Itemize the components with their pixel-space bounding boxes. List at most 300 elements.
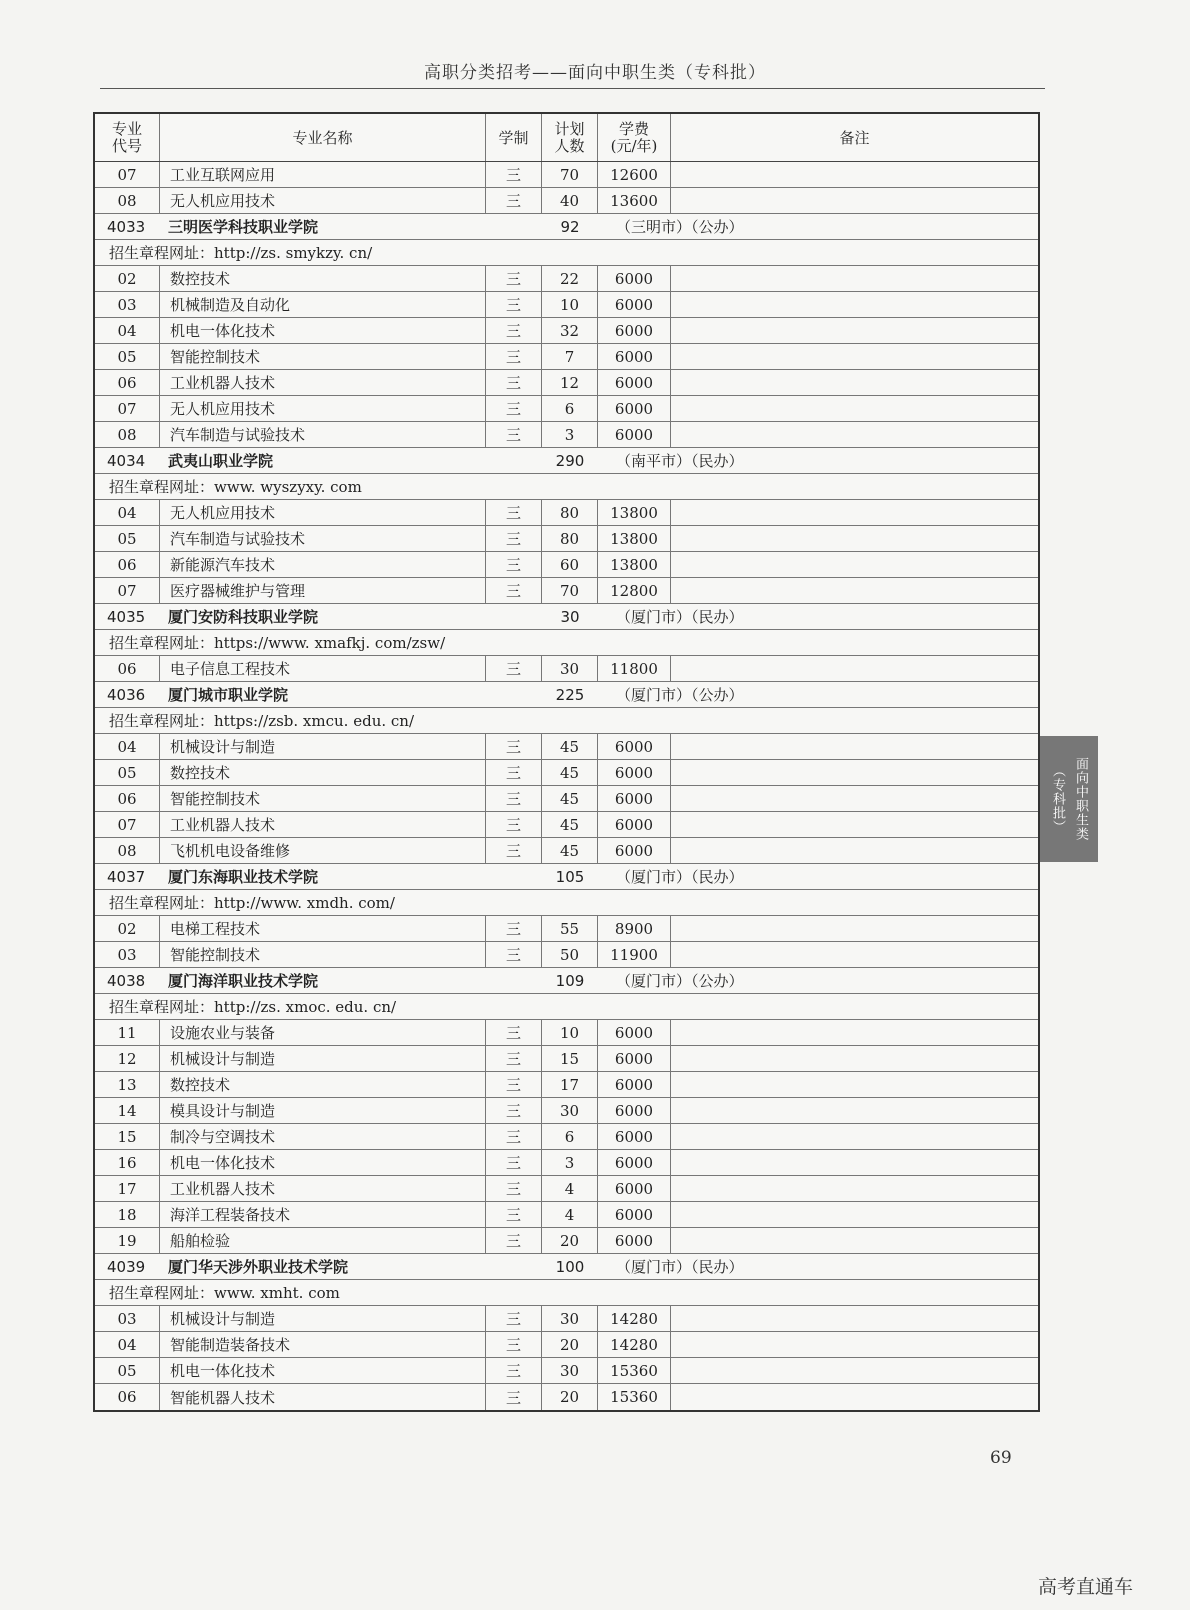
major-name: 工业机器人技术 — [160, 1176, 486, 1201]
table-row — [95, 1150, 1038, 1176]
school-row — [95, 682, 1038, 708]
major-fee: 13800 — [598, 500, 671, 525]
major-plan: 30 — [542, 1098, 598, 1123]
school-website: https://www. xmafkj. com/zsw/ — [214, 633, 446, 652]
school-name: 厦门城市职业学院 — [168, 686, 289, 704]
school-website-row — [95, 708, 1038, 734]
major-code: 18 — [95, 1202, 160, 1227]
major-name: 制冷与空调技术 — [160, 1124, 486, 1149]
school-website-row — [95, 630, 1038, 656]
major-fee: 6000 — [598, 1098, 671, 1123]
website-prefix: 招生章程网址： — [109, 712, 215, 730]
major-name: 机电一体化技术 — [160, 1150, 486, 1175]
major-years: 三 — [486, 526, 542, 551]
side-tab-line2: （专科批） — [1050, 764, 1065, 834]
major-plan: 6 — [542, 1124, 598, 1149]
major-years: 三 — [486, 578, 542, 603]
major-note — [671, 942, 1038, 967]
school-location: （厦门市）（公办） — [616, 972, 744, 990]
major-name: 机电一体化技术 — [160, 318, 486, 343]
major-name: 智能控制技术 — [160, 786, 486, 811]
table-row — [95, 1098, 1038, 1124]
major-years: 三 — [486, 760, 542, 785]
major-note — [671, 1202, 1038, 1227]
header-years: 学制 — [486, 114, 542, 161]
school-total: 290 — [555, 451, 585, 470]
major-code: 07 — [95, 162, 160, 187]
major-code: 13 — [95, 1072, 160, 1097]
website-prefix: 招生章程网址： — [109, 998, 215, 1016]
major-years: 三 — [486, 1150, 542, 1175]
major-code: 11 — [95, 1020, 160, 1045]
major-name: 机电一体化技术 — [160, 1358, 486, 1383]
table-row — [95, 942, 1038, 968]
major-code: 06 — [95, 552, 160, 577]
major-years: 三 — [486, 188, 542, 213]
table-body — [95, 162, 1038, 1410]
major-note — [671, 526, 1038, 551]
major-years: 三 — [486, 1384, 542, 1410]
school-website-row — [95, 994, 1038, 1020]
major-plan: 20 — [542, 1228, 598, 1253]
major-code: 05 — [95, 526, 160, 551]
table-row — [95, 734, 1038, 760]
major-note — [671, 916, 1038, 941]
major-fee: 6000 — [598, 1176, 671, 1201]
school-total: 105 — [555, 867, 585, 886]
major-years: 三 — [486, 396, 542, 421]
major-note — [671, 1098, 1038, 1123]
table-row — [95, 1046, 1038, 1072]
side-tab-line1: 面向中职生类 — [1073, 757, 1088, 841]
school-website: www. wyszyxy. com — [214, 477, 362, 496]
header-name: 专业名称 — [160, 114, 486, 161]
school-website-row — [95, 474, 1038, 500]
major-code: 04 — [95, 318, 160, 343]
major-years: 三 — [486, 1332, 542, 1357]
major-fee: 13600 — [598, 188, 671, 213]
major-code: 06 — [95, 786, 160, 811]
page-number: 69 — [990, 1448, 1012, 1468]
table-row — [95, 1124, 1038, 1150]
major-name: 数控技术 — [160, 760, 486, 785]
major-code: 17 — [95, 1176, 160, 1201]
major-note — [671, 578, 1038, 603]
major-fee: 6000 — [598, 396, 671, 421]
major-years: 三 — [486, 916, 542, 941]
major-code: 04 — [95, 734, 160, 759]
major-note — [671, 422, 1038, 447]
major-plan: 10 — [542, 292, 598, 317]
school-row — [95, 448, 1038, 474]
major-code: 15 — [95, 1124, 160, 1149]
table-row — [95, 552, 1038, 578]
major-plan: 6 — [542, 396, 598, 421]
major-code: 08 — [95, 422, 160, 447]
major-code: 07 — [95, 396, 160, 421]
school-location: （厦门市）（公办） — [616, 686, 744, 704]
header-code — [95, 114, 160, 161]
major-name: 电梯工程技术 — [160, 916, 486, 941]
major-fee: 6000 — [598, 318, 671, 343]
major-fee: 12600 — [598, 162, 671, 187]
major-name: 工业机器人技术 — [160, 370, 486, 395]
major-name: 数控技术 — [160, 1072, 486, 1097]
table-row — [95, 500, 1038, 526]
major-plan: 17 — [542, 1072, 598, 1097]
major-name: 飞机机电设备维修 — [160, 838, 486, 863]
major-fee: 6000 — [598, 1072, 671, 1097]
major-note — [671, 370, 1038, 395]
major-name: 新能源汽车技术 — [160, 552, 486, 577]
major-code: 03 — [95, 942, 160, 967]
school-total: 100 — [555, 1257, 585, 1276]
major-years: 三 — [486, 838, 542, 863]
major-years: 三 — [486, 1124, 542, 1149]
major-note — [671, 1124, 1038, 1149]
major-note — [671, 1176, 1038, 1201]
table-row — [95, 162, 1038, 188]
major-fee: 14280 — [598, 1306, 671, 1331]
major-plan: 45 — [542, 786, 598, 811]
table-row — [95, 578, 1038, 604]
table-row — [95, 266, 1038, 292]
major-note — [671, 396, 1038, 421]
major-note — [671, 656, 1038, 681]
major-fee: 6000 — [598, 760, 671, 785]
major-years: 三 — [486, 1306, 542, 1331]
major-fee: 6000 — [598, 786, 671, 811]
major-name: 机械制造及自动化 — [160, 292, 486, 317]
major-fee: 15360 — [598, 1384, 671, 1410]
major-name: 汽车制造与试验技术 — [160, 422, 486, 447]
major-years: 三 — [486, 812, 542, 837]
major-note — [671, 1020, 1038, 1045]
major-plan: 45 — [542, 838, 598, 863]
major-plan: 30 — [542, 1358, 598, 1383]
table-row — [95, 1228, 1038, 1254]
major-plan: 55 — [542, 916, 598, 941]
major-plan: 32 — [542, 318, 598, 343]
major-note — [671, 1358, 1038, 1383]
table-row — [95, 188, 1038, 214]
major-note — [671, 786, 1038, 811]
header-code-line2: 代号 — [111, 136, 142, 155]
major-name: 模具设计与制造 — [160, 1098, 486, 1123]
major-plan: 70 — [542, 162, 598, 187]
major-code: 07 — [95, 812, 160, 837]
major-note — [671, 760, 1038, 785]
major-years: 三 — [486, 552, 542, 577]
school-name: 厦门华天涉外职业技术学院 — [168, 1258, 349, 1276]
major-years: 三 — [486, 656, 542, 681]
header-plan-line1: 计划 — [554, 119, 585, 138]
major-fee: 11900 — [598, 942, 671, 967]
major-name: 设施农业与装备 — [160, 1020, 486, 1045]
major-plan: 40 — [542, 188, 598, 213]
school-name: 厦门东海职业技术学院 — [168, 868, 319, 886]
school-row — [95, 864, 1038, 890]
school-location: （厦门市）（民办） — [616, 868, 744, 886]
major-fee: 11800 — [598, 656, 671, 681]
major-fee: 6000 — [598, 266, 671, 291]
table-row — [95, 916, 1038, 942]
major-code: 06 — [95, 370, 160, 395]
major-note — [671, 188, 1038, 213]
major-code: 05 — [95, 1358, 160, 1383]
major-fee: 6000 — [598, 344, 671, 369]
major-name: 智能控制技术 — [160, 344, 486, 369]
school-website: www. xmht. com — [214, 1283, 340, 1302]
table-row — [95, 1020, 1038, 1046]
school-row — [95, 214, 1038, 240]
school-name: 武夷山职业学院 — [168, 452, 274, 470]
major-note — [671, 1228, 1038, 1253]
major-plan: 45 — [542, 812, 598, 837]
major-years: 三 — [486, 734, 542, 759]
header-fee-line1: 学费 — [618, 119, 649, 138]
major-code: 08 — [95, 188, 160, 213]
major-fee: 14280 — [598, 1332, 671, 1357]
school-location: （厦门市）（民办） — [616, 1258, 744, 1276]
major-fee: 6000 — [598, 1150, 671, 1175]
table-row — [95, 1202, 1038, 1228]
major-note — [671, 734, 1038, 759]
header-rule — [100, 88, 1045, 89]
major-note — [671, 318, 1038, 343]
table-row — [95, 422, 1038, 448]
major-code: 07 — [95, 578, 160, 603]
school-code: 4039 — [107, 1257, 146, 1276]
table-header-row — [95, 114, 1038, 162]
website-prefix: 招生章程网址： — [109, 894, 215, 912]
major-name: 无人机应用技术 — [160, 188, 486, 213]
major-name: 无人机应用技术 — [160, 500, 486, 525]
header-note: 备注 — [839, 129, 870, 147]
website-prefix: 招生章程网址： — [109, 634, 215, 652]
school-row — [95, 604, 1038, 630]
school-code: 4035 — [107, 607, 146, 626]
table-row — [95, 1384, 1038, 1410]
table-row — [95, 760, 1038, 786]
major-name: 汽车制造与试验技术 — [160, 526, 486, 551]
major-years: 三 — [486, 1072, 542, 1097]
major-fee: 6000 — [598, 292, 671, 317]
major-name: 医疗器械维护与管理 — [160, 578, 486, 603]
major-name: 海洋工程装备技术 — [160, 1202, 486, 1227]
school-code: 4036 — [107, 685, 146, 704]
school-name: 厦门安防科技职业学院 — [168, 608, 319, 626]
header-fee — [598, 114, 671, 161]
school-name: 厦门海洋职业技术学院 — [168, 972, 319, 990]
major-fee: 6000 — [598, 812, 671, 837]
major-note — [671, 812, 1038, 837]
major-plan: 3 — [542, 422, 598, 447]
school-location: （厦门市）（民办） — [616, 608, 744, 626]
table-row — [95, 370, 1038, 396]
major-fee: 13800 — [598, 552, 671, 577]
header-fee-line2: (元/年) — [610, 136, 658, 155]
table-row — [95, 292, 1038, 318]
school-code: 4038 — [107, 971, 146, 990]
table-row — [95, 838, 1038, 864]
major-note — [671, 1384, 1038, 1410]
school-name: 三明医学科技职业学院 — [168, 218, 319, 236]
major-plan: 30 — [542, 656, 598, 681]
school-website: http://www. xmdh. com/ — [214, 893, 395, 912]
table-row — [95, 1072, 1038, 1098]
major-note — [671, 344, 1038, 369]
major-plan: 10 — [542, 1020, 598, 1045]
major-code: 02 — [95, 266, 160, 291]
major-plan: 7 — [542, 344, 598, 369]
school-row — [95, 968, 1038, 994]
side-tab — [1040, 736, 1098, 862]
table-row — [95, 344, 1038, 370]
school-total: 30 — [560, 607, 580, 626]
major-plan: 80 — [542, 526, 598, 551]
major-fee: 6000 — [598, 734, 671, 759]
major-years: 三 — [486, 344, 542, 369]
website-prefix: 招生章程网址： — [109, 478, 215, 496]
major-name: 智能机器人技术 — [160, 1384, 486, 1410]
page-header-title: 高职分类招考——面向中职生类（专科批） — [424, 63, 766, 83]
major-plan: 4 — [542, 1202, 598, 1227]
major-note — [671, 1046, 1038, 1071]
website-prefix: 招生章程网址： — [109, 244, 215, 262]
table-row — [95, 812, 1038, 838]
major-years: 三 — [486, 266, 542, 291]
major-fee: 6000 — [598, 370, 671, 395]
school-website: http://zs. xmoc. edu. cn/ — [214, 997, 397, 1016]
table-row — [95, 396, 1038, 422]
major-name: 工业互联网应用 — [160, 162, 486, 187]
major-fee: 8900 — [598, 916, 671, 941]
school-website-row — [95, 890, 1038, 916]
school-website-row — [95, 240, 1038, 266]
major-plan: 12 — [542, 370, 598, 395]
table-row — [95, 1306, 1038, 1332]
major-note — [671, 500, 1038, 525]
major-years: 三 — [486, 1202, 542, 1227]
school-row — [95, 1254, 1038, 1280]
major-code: 04 — [95, 1332, 160, 1357]
major-fee: 6000 — [598, 1046, 671, 1071]
watermark: 高考直通车 — [1038, 1576, 1134, 1598]
major-note — [671, 292, 1038, 317]
major-note — [671, 1306, 1038, 1331]
major-note — [671, 266, 1038, 291]
major-plan: 45 — [542, 760, 598, 785]
major-name: 机械设计与制造 — [160, 734, 486, 759]
major-note — [671, 1072, 1038, 1097]
major-plan: 50 — [542, 942, 598, 967]
major-name: 工业机器人技术 — [160, 812, 486, 837]
major-years: 三 — [486, 1358, 542, 1383]
major-fee: 15360 — [598, 1358, 671, 1383]
school-code: 4037 — [107, 867, 146, 886]
school-location: （南平市）（民办） — [616, 452, 744, 470]
major-code: 06 — [95, 1384, 160, 1410]
major-fee: 12800 — [598, 578, 671, 603]
header-plan — [542, 114, 598, 161]
major-years: 三 — [486, 1098, 542, 1123]
major-name: 智能制造装备技术 — [160, 1332, 486, 1357]
major-code: 12 — [95, 1046, 160, 1071]
school-location: （三明市）（公办） — [616, 218, 744, 236]
major-plan: 20 — [542, 1384, 598, 1410]
major-years: 三 — [486, 292, 542, 317]
major-plan: 30 — [542, 1306, 598, 1331]
table-row — [95, 1332, 1038, 1358]
major-plan: 80 — [542, 500, 598, 525]
major-plan: 22 — [542, 266, 598, 291]
major-years: 三 — [486, 500, 542, 525]
table-row — [95, 1358, 1038, 1384]
table-row — [95, 1176, 1038, 1202]
major-code: 05 — [95, 344, 160, 369]
major-code: 08 — [95, 838, 160, 863]
major-years: 三 — [486, 1176, 542, 1201]
major-note — [671, 1150, 1038, 1175]
major-plan: 45 — [542, 734, 598, 759]
enrollment-table — [93, 112, 1040, 1412]
major-years: 三 — [486, 318, 542, 343]
major-fee: 6000 — [598, 1020, 671, 1045]
table-row — [95, 786, 1038, 812]
major-plan: 60 — [542, 552, 598, 577]
major-note — [671, 162, 1038, 187]
major-code: 05 — [95, 760, 160, 785]
major-fee: 6000 — [598, 1124, 671, 1149]
major-years: 三 — [486, 1046, 542, 1071]
major-note — [671, 838, 1038, 863]
school-website: http://zs. smykzy. cn/ — [214, 243, 373, 262]
table-row — [95, 318, 1038, 344]
major-fee: 6000 — [598, 422, 671, 447]
major-code: 02 — [95, 916, 160, 941]
major-name: 数控技术 — [160, 266, 486, 291]
table-row — [95, 526, 1038, 552]
major-years: 三 — [486, 942, 542, 967]
major-code: 03 — [95, 1306, 160, 1331]
major-name: 电子信息工程技术 — [160, 656, 486, 681]
major-years: 三 — [486, 786, 542, 811]
major-code: 14 — [95, 1098, 160, 1123]
major-name: 机械设计与制造 — [160, 1306, 486, 1331]
major-fee: 6000 — [598, 1228, 671, 1253]
header-plan-line2: 人数 — [554, 136, 585, 155]
major-plan: 4 — [542, 1176, 598, 1201]
school-total: 92 — [560, 217, 580, 236]
school-website-row — [95, 1280, 1038, 1306]
major-plan: 20 — [542, 1332, 598, 1357]
school-total: 109 — [555, 971, 585, 990]
major-code: 19 — [95, 1228, 160, 1253]
table-row — [95, 656, 1038, 682]
major-name: 无人机应用技术 — [160, 396, 486, 421]
major-fee: 6000 — [598, 1202, 671, 1227]
major-code: 04 — [95, 500, 160, 525]
major-note — [671, 1332, 1038, 1357]
major-code: 16 — [95, 1150, 160, 1175]
major-name: 智能控制技术 — [160, 942, 486, 967]
school-website: https://zsb. xmcu. edu. cn/ — [214, 711, 415, 730]
major-code: 06 — [95, 656, 160, 681]
major-years: 三 — [486, 1228, 542, 1253]
major-years: 三 — [486, 1020, 542, 1045]
major-fee: 6000 — [598, 838, 671, 863]
